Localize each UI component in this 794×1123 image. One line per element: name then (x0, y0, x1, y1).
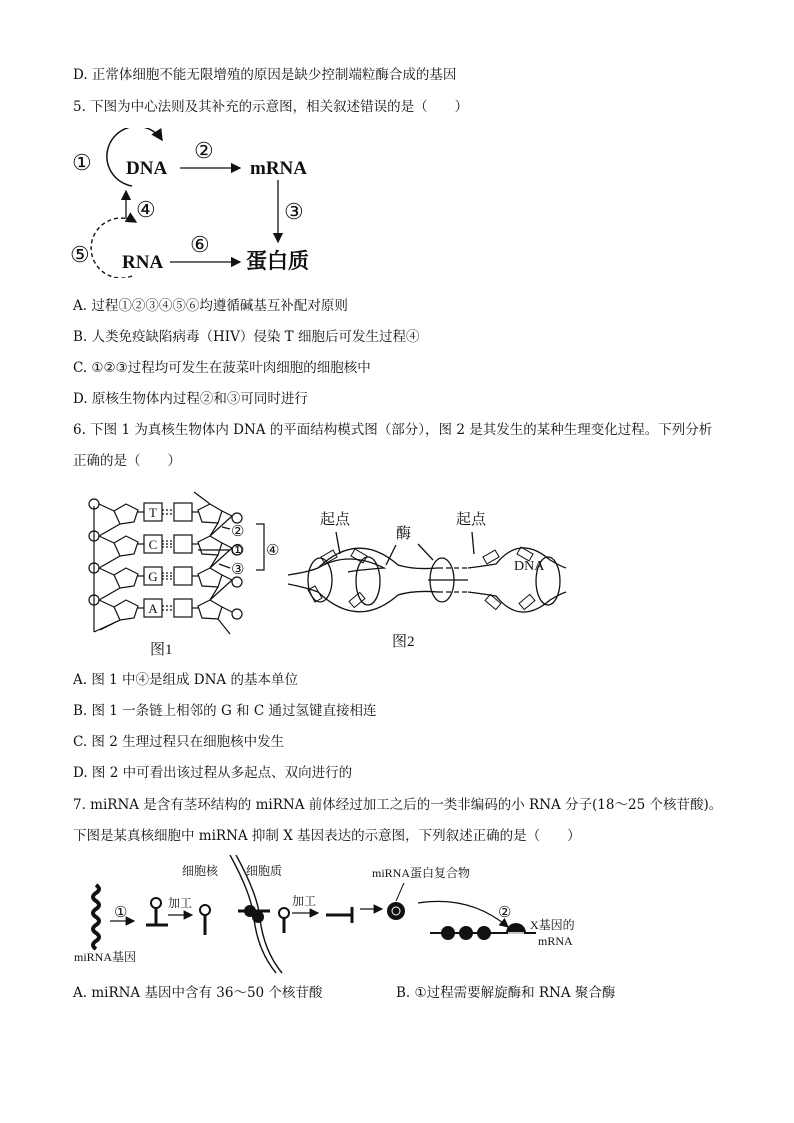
process-2-label: ② (194, 138, 214, 163)
label-2: ② (231, 524, 245, 540)
nucleus-label: 细胞核 (182, 864, 219, 878)
option-c-q6: C. 图 2 生理过程只在细胞核中发生 (73, 734, 285, 750)
mrna-node: mRNA (250, 158, 307, 179)
gene-label: miRNA基因 (74, 950, 137, 964)
option-a-q6: A. 图 1 中④是组成 DNA 的基本单位 (73, 672, 298, 688)
process-label-b: 加工 (292, 894, 317, 908)
origin-right-label: 起点 (456, 512, 487, 528)
origin-left-label: 起点 (320, 512, 351, 528)
option-c-q5: C. ①②③过程均可发生在菠菜叶肉细胞的细胞核中 (73, 360, 371, 376)
central-dogma-diagram (66, 128, 326, 278)
base-c: C (148, 537, 158, 552)
option-b-q6: B. 图 1 一条链上相邻的 G 和 C 通过氢键直接相连 (73, 703, 377, 719)
dna-label: DNA (514, 559, 545, 574)
xmrna-label: mRNA (538, 934, 573, 948)
label-3: ③ (231, 562, 245, 578)
label-4: ④ (266, 543, 280, 559)
dna-structure-diagram (80, 486, 280, 656)
step-1-label: ① (114, 905, 128, 921)
question-6-stem-line2: 正确的是（ ） (73, 453, 181, 469)
process-5-label: ⑤ (70, 242, 90, 267)
process-4-label: ④ (136, 197, 156, 222)
xgene-label: X基因的 (530, 918, 575, 932)
base-g: G (148, 569, 158, 584)
question-7-stem-line2: 下图是某真核细胞中 miRNA 抑制 X 基因表达的示意图，下列叙述正确的是（ ） (73, 828, 581, 844)
process-label-a: 加工 (168, 896, 193, 910)
dna-node: DNA (126, 158, 168, 179)
mirna-diagram (70, 855, 630, 975)
option-a-q5: A. 过程①②③④⑤⑥均遵循碱基互补配对原则 (73, 298, 348, 314)
option-b-q7: B. ①过程需要解旋酶和 RNA 聚合酶 (396, 985, 616, 1001)
base-t: T (149, 505, 157, 520)
option-d-q5: D. 原核生物体内过程②和③可同时进行 (73, 391, 308, 407)
option-d-q4: D. 正常体细胞不能无限增殖的原因是缺少控制端粒酶合成的基因 (73, 67, 457, 83)
cytoplasm-label: 细胞质 (246, 864, 283, 878)
question-5-stem: 5. 下图为中心法则及其补充的示意图，相关叙述错误的是（ ） (73, 99, 469, 115)
process-6-label: ⑥ (190, 232, 210, 257)
process-3-label: ③ (284, 199, 304, 224)
complex-label: miRNA蛋白复合物 (372, 866, 471, 880)
fig2-caption: 图2 (392, 634, 415, 650)
fig1-caption: 图1 (150, 642, 173, 656)
step-2-label: ② (498, 905, 512, 921)
protein-node: 蛋白质 (246, 249, 309, 273)
option-a-q7: A. miRNA 基因中含有 36～50 个核苷酸 (73, 985, 323, 1001)
label-1: ① (231, 543, 245, 559)
process-1-label: ① (72, 150, 92, 175)
option-d-q6: D. 图 2 中可看出该过程从多起点、双向进行的 (73, 765, 353, 781)
question-7-stem-line1: 7. miRNA 是含有茎环结构的 miRNA 前体经过加工之后的一类非编码的小 RNA 分子(18～25 个核苷酸)。 (73, 797, 723, 813)
base-a: A (148, 601, 158, 616)
enzyme-label: 酶 (396, 526, 412, 542)
option-b-q5: B. 人类免疫缺陷病毒（HIV）侵染 T 细胞后可发生过程④ (73, 329, 420, 345)
rna-node: RNA (122, 252, 164, 273)
question-6-stem-line1: 6. 下图 1 为真核生物体内 DNA 的平面结构模式图（部分），图 2 是其发生的某种生理变化过程。下列分析 (73, 422, 713, 438)
replication-bubbles-diagram (288, 500, 568, 660)
